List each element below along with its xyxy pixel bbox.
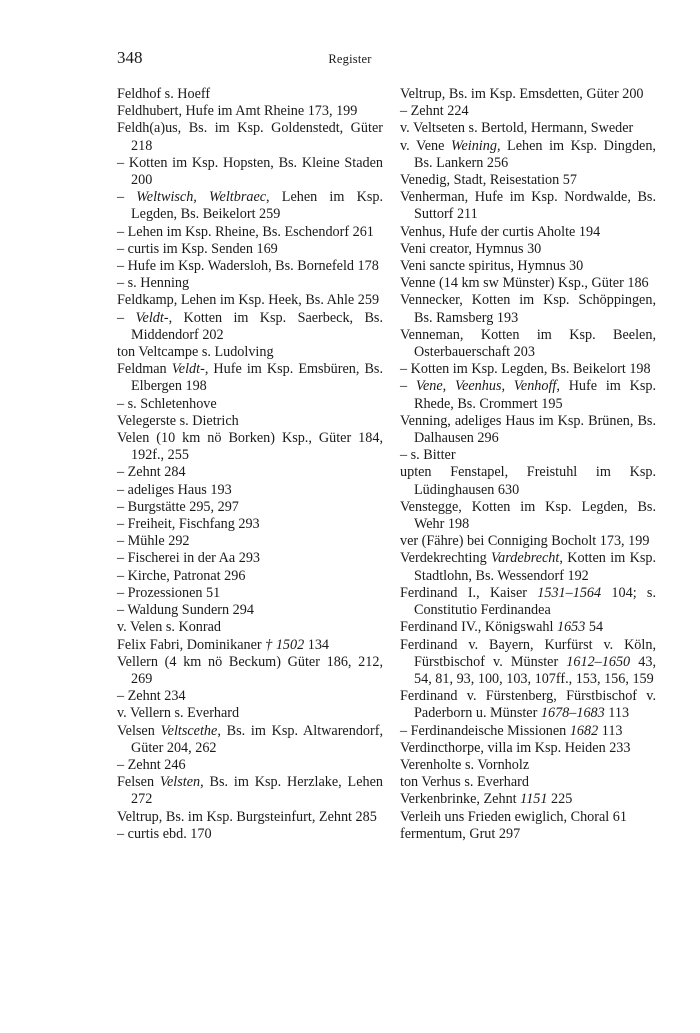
index-entry: – curtis ebd. 170 [117, 825, 212, 842]
index-entry: – Zehnt 234 [117, 688, 186, 705]
index-entry: Verdincthorpe, villa im Ksp. Heiden 233 [400, 739, 631, 756]
index-entry: Velen (10 km nö Borken) Ksp., Güter 184, 192f., 255 [117, 430, 383, 464]
index-entry: Veni creator, Hymnus 30 [400, 240, 542, 257]
index-entry: – Burgstätte 295, 297 [117, 498, 239, 515]
index-entry: ton Veltcampe s. Ludolving [117, 344, 274, 361]
index-entry: v. Vellern s. Everhard [117, 705, 240, 722]
index-entry: Velegerste s. Dietrich [117, 412, 239, 429]
index-entry: Venherman, Hufe im Ksp. Nordwalde, Bs. Suttorf 211 [400, 189, 656, 223]
index-entry: upten Fenstapel, Freistuhl im Ksp. Lüdinghausen 630 [400, 464, 656, 498]
index-entry: Feldh(a)us, Bs. im Ksp. Goldenstedt, Güter 218 [117, 120, 383, 154]
page-number: 348 [117, 48, 143, 67]
index-entry: – Zehnt 224 [400, 103, 469, 120]
index-entry: – Hufe im Ksp. Wadersloh, Bs. Bornefeld 178 [117, 258, 379, 275]
index-entry: – Fischerei in der Aa 293 [117, 550, 261, 567]
index-entry: v. Velen s. Konrad [117, 619, 222, 636]
index-entry: – s. Henning [117, 275, 190, 292]
index-entry: Verleih uns Frieden ewiglich, Choral 61 [400, 808, 627, 825]
index-entry: – Veldt-, Kotten im Ksp. Saerbeck, Bs. Middendorf 202 [117, 309, 383, 343]
index-entry: – Prozessionen 51 [117, 584, 221, 601]
index-entry: Veltrup, Bs. im Ksp. Burgsteinfurt, Zehnt 285 [117, 808, 377, 825]
index-entry: Venedig, Stadt, Reisestation 57 [400, 172, 577, 189]
index-entry: Verkenbrinke, Zehnt 1151 225 [400, 791, 573, 808]
index-entry: Veltrup, Bs. im Ksp. Emsdetten, Güter 200 [400, 86, 644, 102]
index-entry: ver (Fähre) bei Conniging Bocholt 173, 199 [400, 533, 650, 550]
index-entry: Ferdinand I., Kaiser 1531–1564 104; s. Constitutio Ferdinandea [400, 584, 656, 619]
index-entry: – Mühle 292 [117, 533, 190, 550]
index-entry: fermentum, Grut 297 [400, 825, 521, 842]
index-entry: Velsen Veltscethe, Bs. im Ksp. Altwarendorf, Güter 204, 262 [117, 722, 384, 756]
index-entry: Verenholte s. Vornholz [400, 756, 530, 773]
index-entry: Venstegge, Kotten im Ksp. Legden, Bs. Wehr 198 [400, 498, 656, 533]
index-entry: – Kotten im Ksp. Hopsten, Bs. Kleine Staden 200 [117, 154, 383, 189]
index-entry: Ferdinand IV., Königswahl 1653 54 [400, 619, 604, 636]
index-entry: Venhus, Hufe der curtis Aholte 194 [400, 223, 601, 240]
index-entry: Vennecker, Kotten im Ksp. Schöppingen, Bs. Ramsberg 193 [400, 292, 656, 326]
index-entry: Veni sancte spiritus, Hymnus 30 [400, 258, 584, 275]
index-entry: – Freiheit, Fischfang 293 [117, 516, 260, 533]
index-entry: v. Veltseten s. Bertold, Hermann, Sweder [400, 120, 634, 137]
index-entry: v. Vene Weining, Lehen im Ksp. Dingden, Bs. Lankern 256 [400, 137, 656, 171]
index-entry: Vellern (4 km nö Beckum) Güter 186, 212, 269 [117, 653, 383, 687]
index-entry: – Lehen im Ksp. Rheine, Bs. Eschendorf 261 [117, 223, 374, 240]
index-entry: – Weltwisch, Weltbraec, Lehen im Ksp. Legden, Bs. Beikelort 259 [117, 189, 383, 223]
index-entry: Feldhof s. Hoeff [117, 86, 211, 102]
index-entry: – Zehnt 284 [117, 464, 186, 481]
index-entry: Feldkamp, Lehen im Ksp. Heek, Bs. Ahle 259 [117, 292, 380, 309]
index-entry: – s. Bitter [400, 447, 456, 464]
index-entry: Ferdinand v. Fürstenberg, Fürstbischof v. Paderborn u. Münster 1678–1683 113 [400, 688, 656, 722]
index-entry: Venne (14 km sw Münster) Ksp., Güter 186 [400, 275, 649, 292]
index-entry: Venneman, Kotten im Ksp. Beelen, Osterbauerschaft 203 [400, 326, 656, 361]
index-entry: Feldman Veldt-, Hufe im Ksp. Emsbüren, Bs. Elbergen 198 [117, 361, 383, 395]
index-entry: Ferdinand v. Bayern, Kurfürst v. Köln, Fürstbischof v. Münster 1612–1650 43, 54, 81, 93, 100, 103, 107ff., 153, 156, 159 [400, 636, 656, 687]
running-head: Register [328, 52, 372, 66]
index-entry: – Kirche, Patronat 296 [117, 567, 246, 584]
index-entry: Felsen Velsten, Bs. im Ksp. Herzlake, Lehen 272 [117, 774, 384, 808]
index-entry: – Waldung Sundern 294 [117, 602, 254, 619]
index-entry: Venning, adeliges Haus im Ksp. Brünen, Bs. Dalhausen 296 [400, 412, 656, 447]
index-entry: – Vene, Veenhus, Venhoff, Hufe im Ksp. Rhede, Bs. Crommert 195 [400, 378, 656, 412]
index-entry: Feldhubert, Hufe im Amt Rheine 173, 199 [117, 103, 358, 120]
index-entry: – Zehnt 246 [117, 756, 186, 773]
index-column-left [117, 86, 383, 843]
index-entry: Verdekrechting Vardebrecht, Kotten im Ksp. Stadtlohn, Bs. Wessendorf 192 [400, 550, 657, 584]
index-entry: – s. Schletenhove [117, 395, 217, 412]
index-entry: ton Verhus s. Everhard [400, 774, 529, 791]
index-entry: – adeliges Haus 193 [117, 481, 232, 498]
index-entry: Felix Fabri, Dominikaner † 1502 134 [117, 636, 330, 653]
index-entry: – Ferdinandeische Missionen 1682 113 [400, 722, 623, 739]
index-entry: – curtis im Ksp. Senden 169 [117, 240, 278, 257]
index-column-right [400, 86, 656, 843]
index-entry: – Kotten im Ksp. Legden, Bs. Beikelort 198 [400, 361, 651, 378]
